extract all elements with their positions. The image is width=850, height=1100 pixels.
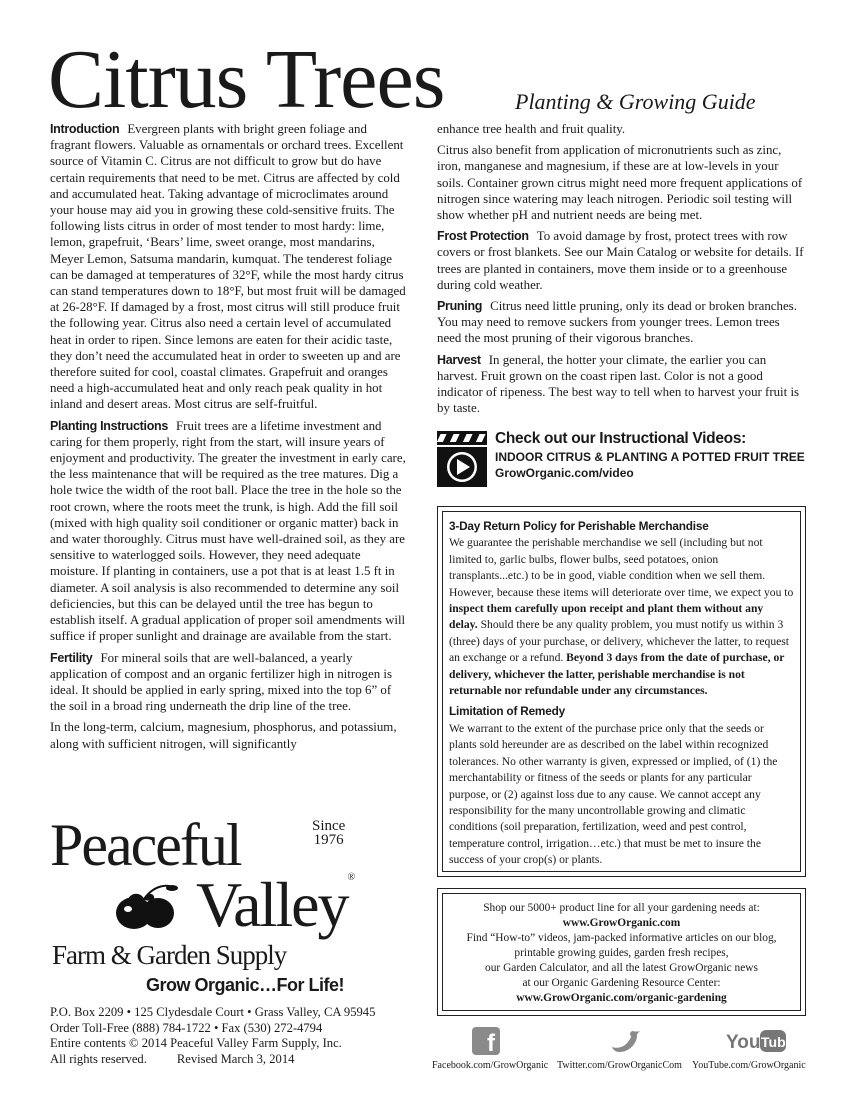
shop-line: Find “How-to” videos, jam-packed informative articles on our blog, — [466, 932, 777, 944]
policy-text-part: We guarantee the perishable merchandise we sell (including but not limited to, garlic bulbs, flower bulbs, seed potatoes, onion transplants...etc.) to be in good, viable condition when we sell them. However, because these items will deteriorate over time, we expect you to — [449, 536, 794, 599]
facebook-icon[interactable] — [472, 1027, 500, 1055]
contact-info — [50, 1005, 375, 1067]
section-heading: Pruning — [437, 299, 483, 314]
section-text: Fruit trees are a lifetime investment and caring for them properly, right from the start, will insure years of enjoyment and productivity. The greater the investment in early care, the less maintenance that will be required as the tree matures. Dig a hole twice the width of the root ball. Place the tree in the hole so the root crown, where the roots meet the trunk, is high. Add the fill soil (mixed with high quality soil conditioner or organic matter) back in and water thoroughly. Citrus must have well-drained soil, as they are sensitive to waterlogged soils. However, they need adequate moisture. If planting in containers, use a pot that is at least 1.5 ft in diameter. A soil analysis is also recommended to determine any soil deficiencies, but this can be delayed until the tree has begun to establish itself. A gradual application of proper soil amendments will suffice if proper sunlight and drainage are available from the start. — [50, 418, 406, 644]
section-text: In general, the hotter your climate, the earlier you can harvest. Fruit grown on the coast ripen last. Color is not a good indicator of ripeness. The best way to tell when to harvest your fruit is by taste. — [437, 352, 800, 416]
policy-text — [449, 535, 794, 699]
section-text: In the long-term, calcium, magnesium, phosphorus, and potassium, along with sufficient nitrogen, will significantly — [50, 720, 397, 751]
logo-valley-text: Valley — [196, 869, 348, 940]
policy-heading: 3-Day Return Policy for Perishable Merchandise — [449, 519, 709, 533]
section-frost — [437, 228, 804, 293]
logo-valley — [196, 869, 354, 940]
policy-text-bold: Beyond 3 days from the date of purchase, or delivery, whichever the latter, perishable merchandise is not returnable nor refundable under any circumstances. — [449, 651, 785, 698]
since-label: Since — [312, 818, 346, 834]
policy-text-part: Should there be any quality problem, you must notify us within 3 (three) days of your purchase, or delivery, whichever the latter, to request an exchange or a refund. — [449, 618, 790, 665]
resource-center-link[interactable]: www.GrowOrganic.com/organic-gardening — [516, 992, 727, 1004]
shop-link[interactable]: www.GrowOrganic.com — [562, 917, 681, 929]
social-links — [432, 1025, 812, 1075]
section-heading: Harvest — [437, 352, 481, 367]
youtube-you: You — [726, 1032, 761, 1053]
rights-line — [50, 1052, 375, 1068]
twitter-link[interactable]: Twitter.com/GrowOrganicCom — [557, 1060, 682, 1071]
section-planting — [50, 418, 407, 645]
youtube-icon[interactable] — [726, 1027, 794, 1055]
section-introduction — [50, 121, 407, 413]
section-harvest — [437, 352, 804, 417]
page-title: Citrus Trees — [48, 33, 445, 126]
section-heading: Introduction — [50, 122, 120, 136]
phone-line: Order Toll-Free (888) 784-1722 • Fax (530) 272-4794 — [50, 1020, 323, 1035]
remedy-text: We warrant to the extent of the purchase price only that the seeds or plants sold hereunder are as described on the label within recognized tolerances. No other warranty is given, expressed or implied, of (1) the merchantability or fitness of the seeds or plants for any particular purpose, or (2) against loss due to any cause. We cannot accept any responsibility for the many uncontrollable growing and climatic conditions (soil preparation, fertilization, weed and pest control, temperature control, irrigation…etc.) that must be met to insure the success of your crop(s) or plants. — [449, 721, 778, 867]
return-policy-content — [442, 511, 801, 872]
section-heading: Planting Instructions — [50, 418, 169, 433]
section-fertility — [50, 650, 407, 715]
section-text: For mineral soils that are well-balanced, a yearly application of compost and an organic fertilizer high in nitrogen is ideal. It should be applied in early spring, mixed into the top 6” of the soil in a broad ring underneath the drip line of the tree. — [50, 650, 392, 714]
shop-line: at our Organic Gardening Resource Center: — [522, 977, 721, 989]
address-line: P.O. Box 2209 • 125 Clydesdale Court • Grass Valley, CA 95945 — [50, 1005, 376, 1019]
left-column — [50, 121, 407, 757]
rights-reserved: All rights reserved. — [50, 1051, 147, 1066]
section-micronutrients — [437, 142, 804, 223]
logo-farm-garden: Farm & Garden Supply — [52, 940, 287, 970]
shop-content — [442, 893, 801, 1011]
section-text: enhance tree health and fruit quality. — [437, 122, 626, 136]
remedy-heading: Limitation of Remedy — [449, 704, 565, 719]
section-text: Evergreen plants with bright green foliage and fragrant flowers. Valuable as ornamentals or orchard trees. Excellent source of Vitamin C. Citrus are not difficult to grow but do have certain requirements that need to be met. Citrus are affected by cold and accumulated heat. Taking advantage of microclimates around your house may aid you in growing these cold-sensitive fruits. The following lists citrus in order of most tender to most hardy: lime, lemon, grapefruit, ‘Bears’ lime, sweet orange, most mandarins, Meyer Lemon, Satsuma mandarin, kumquat. The tenderest foliage can be damaged at temperatures of 32°F, while the most hardy citrus can stand temperatures down to 18°F, but most fruit will be damaged at 26-28°F. If damaged by a frost, most citrus will still produce fruit the following year. Citrus also need a certain level of accumulated heat in order to ripen. Since lemons are eaten for their acidic taste, they don’t need the accumulated heat in order to sweeten up and are therefore suited for cool, coastal climates. Grapefruit and oranges need a high-accumulated heat and only reach peak quality in hot inland and desert areas. Most citrus are self-fruitful. — [50, 122, 406, 412]
shop-line: printable growing guides, garden fresh recipes, — [514, 947, 729, 959]
video-link[interactable]: GrowOrganic.com/video — [495, 466, 634, 480]
logo-tagline: Grow Organic…For Life! — [146, 975, 345, 995]
company-logo — [50, 812, 360, 1005]
copyright-line: Entire contents © 2014 Peaceful Valley Farm Supply, Inc. — [50, 1036, 342, 1051]
video-text — [495, 429, 805, 481]
shop-box — [437, 888, 806, 1016]
section-text: Citrus also benefit from application of micronutrients such as zinc, iron, manganese and magnesium, if these are at low-levels in your soils. Container grown citrus might need more frequent applications of nitrogen since watering may leach nitrogen. Periodic soil testing will show whether pH and nutrient needs are being met. — [437, 143, 803, 223]
twitter-icon[interactable] — [610, 1027, 642, 1055]
logo-peaceful: Peaceful — [50, 812, 241, 878]
registered-mark: ® — [347, 872, 354, 883]
video-title: Check out our Instructional Videos: — [495, 430, 747, 447]
revised-date: Revised March 3, 2014 — [176, 1051, 295, 1066]
video-subtitle: INDOOR CITRUS & PLANTING A POTTED FRUIT TREE — [495, 450, 805, 464]
since-year: 1976 — [313, 832, 344, 848]
policy-text-bold: inspect them carefully upon receipt and plant them without any delay. — [449, 602, 764, 632]
section-heading: Fertility — [50, 650, 93, 665]
shop-line: Shop our 5000+ product line for all your gardening needs at: — [483, 902, 760, 914]
shop-line: our Garden Calculator, and all the latest GrowOrganic news — [485, 962, 758, 974]
youtube-link[interactable]: YouTube.com/GrowOrganic — [692, 1060, 806, 1071]
facebook-glyph: f — [487, 1030, 495, 1057]
right-column — [437, 121, 804, 421]
section-pruning — [437, 298, 804, 347]
logo-since — [312, 819, 345, 847]
return-policy-box — [437, 506, 806, 877]
video-play-icon — [437, 431, 487, 487]
section-text: To avoid damage by frost, protect trees with row covers or frost blankets. See our Main Catalog or website for details. If trees are planted in containers, move them inside or to a greenhouse during cold weather. — [437, 229, 804, 292]
section-fertility-cont — [50, 719, 407, 751]
youtube-tube: Tube — [761, 1034, 794, 1050]
tomato-icon — [114, 871, 194, 941]
video-callout — [437, 429, 807, 491]
facebook-link[interactable]: Facebook.com/GrowOrganic — [432, 1060, 549, 1071]
section-fertility-end — [437, 121, 804, 137]
section-heading: Frost Protection — [437, 229, 529, 244]
section-text: Citrus need little pruning, only its dead or broken branches. You may need to remove suckers from younger trees. Lemon trees need the most pruning of their vigorous branches. — [437, 299, 797, 346]
page-subtitle: Planting & Growing Guide — [515, 89, 756, 114]
